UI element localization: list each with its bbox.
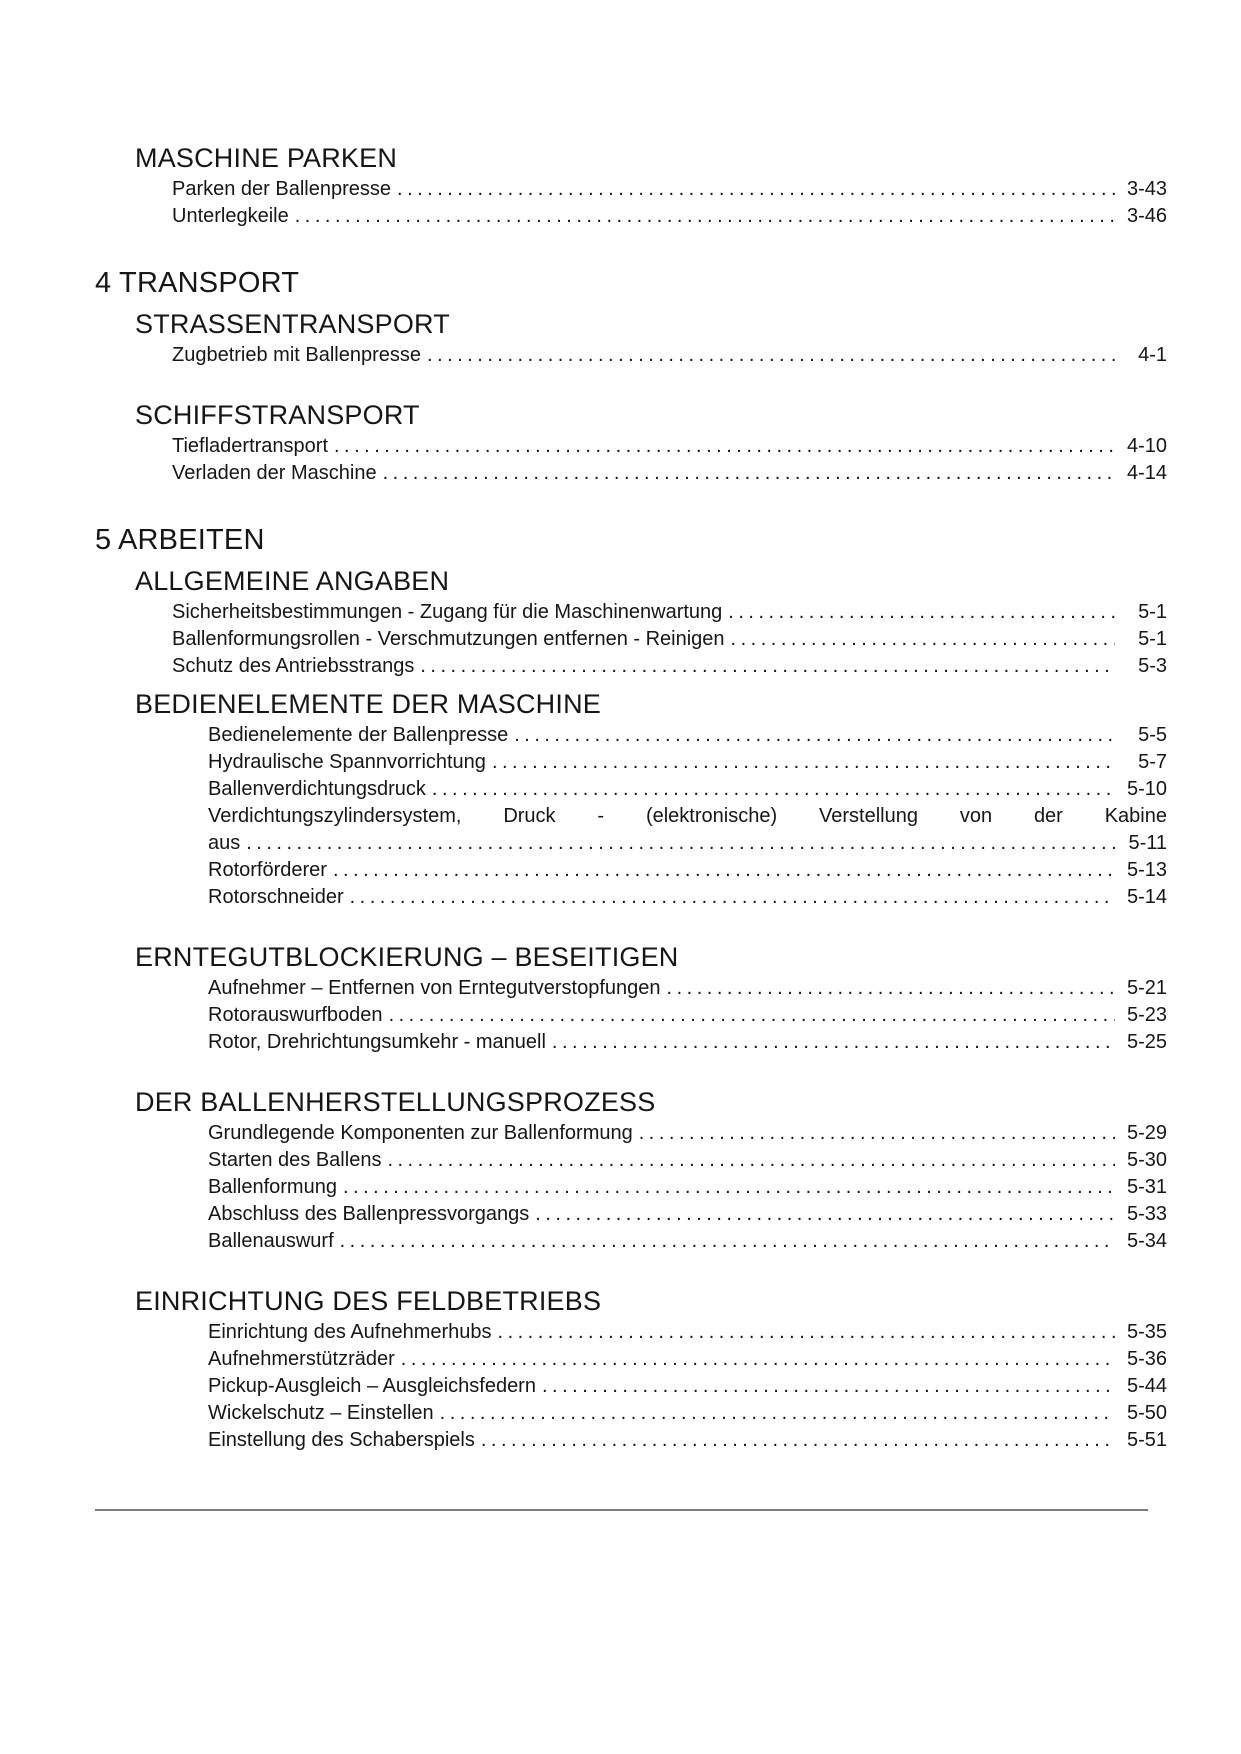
dot-leader	[343, 1174, 1115, 1201]
page-number: 5-25	[1126, 1031, 1167, 1053]
page-number: 5-23	[1126, 1004, 1167, 1026]
entry-label: Sicherheitsbestimmungen - Zugang für die Maschinenwartung	[172, 601, 723, 623]
dot-leader	[498, 1319, 1115, 1346]
entry-label: Rotorförderer	[208, 859, 327, 881]
section-heading: EINRICHTUNG DES FELDBETRIEBS	[135, 1286, 602, 1316]
page-number: 5-5	[1138, 724, 1167, 746]
entry-label: Ballenformungsrollen - Verschmutzungen entfernen - Reinigen	[172, 628, 725, 650]
toc-entry-wrapped-line: Verdichtungszylindersystem, Druck - (elektronische) Verstellung von der Kabine	[208, 805, 1167, 827]
toc-entry	[208, 830, 1167, 857]
entry-list	[172, 599, 1167, 680]
dot-leader	[295, 203, 1115, 230]
entry-label: Aufnehmer – Entfernen von Erntegutverstopfungen	[208, 977, 661, 999]
entry-label: Pickup-Ausgleich – Ausgleichsfedern	[208, 1375, 536, 1397]
toc-section	[0, 142, 1241, 230]
page-number: 5-1	[1138, 601, 1167, 623]
dot-leader	[350, 884, 1115, 911]
dot-leader	[420, 653, 1115, 680]
dot-leader	[514, 722, 1115, 749]
page-number: 5-29	[1126, 1122, 1167, 1144]
dot-leader	[432, 776, 1115, 803]
toc-entry	[208, 1201, 1167, 1228]
dot-leader	[667, 975, 1115, 1002]
page-number: 5-11	[1128, 832, 1167, 854]
page-number: 5-35	[1126, 1321, 1167, 1343]
dot-leader	[639, 1120, 1115, 1147]
page-number: 5-1	[1138, 628, 1167, 650]
dot-leader	[383, 460, 1115, 487]
entry-label: Ballenauswurf	[208, 1230, 334, 1252]
toc-section	[0, 308, 1241, 369]
toc-entry	[208, 1147, 1167, 1174]
entry-label: Tiefladertransport	[172, 435, 328, 457]
chapter-heading: 5 ARBEITEN	[95, 524, 265, 556]
toc-entry	[208, 1319, 1167, 1346]
dot-leader	[492, 749, 1115, 776]
toc-entry	[208, 975, 1167, 1002]
dot-leader	[427, 342, 1115, 369]
dot-leader	[334, 433, 1115, 460]
dot-leader	[340, 1228, 1115, 1255]
toc-entry	[208, 776, 1167, 803]
dot-leader	[246, 830, 1115, 857]
entry-list	[208, 1319, 1167, 1454]
section-heading: ERNTEGUTBLOCKIERUNG – BESEITIGEN	[135, 942, 679, 972]
toc-entry	[172, 176, 1167, 203]
toc-entry	[172, 342, 1167, 369]
entry-label: Hydraulische Spannvorrichtung	[208, 751, 486, 773]
entry-label: Ballenformung	[208, 1176, 337, 1198]
page-number: 4-14	[1126, 462, 1167, 484]
toc-entry	[208, 1346, 1167, 1373]
page-number: 3-46	[1126, 205, 1167, 227]
dot-leader	[387, 1147, 1115, 1174]
entry-label: Bedienelemente der Ballenpresse	[208, 724, 509, 746]
entry-list	[208, 722, 1167, 911]
toc-entry	[172, 203, 1167, 230]
page-number: 5-34	[1126, 1230, 1167, 1252]
entry-label: Verladen der Maschine	[172, 462, 377, 484]
page-number: 3-43	[1126, 178, 1167, 200]
entry-list	[172, 342, 1167, 369]
toc-section	[0, 1086, 1241, 1255]
dot-leader	[535, 1201, 1115, 1228]
toc-entry	[208, 857, 1167, 884]
table-of-contents	[0, 142, 1241, 1454]
toc-entry	[172, 460, 1167, 487]
toc-entry	[172, 433, 1167, 460]
entry-label: aus	[208, 832, 241, 854]
entry-label: Rotor, Drehrichtungsumkehr - manuell	[208, 1031, 546, 1053]
toc-entry	[208, 1120, 1167, 1147]
toc-entry	[208, 1002, 1167, 1029]
toc-entry	[208, 1373, 1167, 1400]
section-heading: MASCHINE PARKEN	[135, 143, 398, 173]
page-number: 4-10	[1126, 435, 1167, 457]
entry-list	[208, 1120, 1167, 1255]
entry-label: Schutz des Antriebsstrangs	[172, 655, 415, 677]
page-number: 5-10	[1126, 778, 1167, 800]
toc-entry	[208, 1174, 1167, 1201]
dot-leader	[481, 1427, 1115, 1454]
toc-entry	[208, 1427, 1167, 1454]
page-number: 5-36	[1126, 1348, 1167, 1370]
toc-entry	[172, 599, 1167, 626]
toc-entry	[208, 749, 1167, 776]
entry-label: Zugbetrieb mit Ballenpresse	[172, 344, 422, 366]
dot-leader	[731, 626, 1115, 653]
toc-entry	[172, 626, 1167, 653]
entry-list	[172, 176, 1167, 230]
toc-entry	[208, 1400, 1167, 1427]
entry-label: Rotorschneider	[208, 886, 344, 908]
entry-label: Parken der Ballenpresse	[172, 178, 392, 200]
entry-label: Unterlegkeile	[172, 205, 289, 227]
section-heading: STRASSENTRANSPORT	[135, 309, 450, 339]
page-number: 5-30	[1126, 1149, 1167, 1171]
dot-leader	[389, 1002, 1115, 1029]
section-heading: ALLGEMEINE ANGABEN	[135, 566, 450, 596]
page-number: 5-31	[1126, 1176, 1167, 1198]
entry-label: Wickelschutz – Einstellen	[208, 1402, 434, 1424]
toc-section	[0, 399, 1241, 487]
chapter-heading: 4 TRANSPORT	[95, 267, 300, 299]
toc-entry	[208, 1228, 1167, 1255]
toc-section	[0, 565, 1241, 680]
section-heading: BEDIENELEMENTE DER MASCHINE	[135, 689, 601, 719]
entry-label: Ballenverdichtungsdruck	[208, 778, 426, 800]
entry-list	[172, 433, 1167, 487]
dot-leader	[333, 857, 1115, 884]
page-number: 5-33	[1126, 1203, 1167, 1225]
toc-section	[0, 1285, 1241, 1454]
page-number: 5-21	[1126, 977, 1167, 999]
page-number: 5-51	[1126, 1429, 1167, 1451]
toc-section	[0, 941, 1241, 1056]
dot-leader	[552, 1029, 1115, 1056]
section-heading: SCHIFFSTRANSPORT	[135, 400, 420, 430]
entry-label: Starten des Ballens	[208, 1149, 382, 1171]
page-number: 5-44	[1126, 1375, 1167, 1397]
entry-label: Aufnehmerstützräder	[208, 1348, 395, 1370]
dot-leader	[728, 599, 1115, 626]
dot-leader	[542, 1373, 1115, 1400]
page-number: 5-14	[1126, 886, 1167, 908]
toc-section	[0, 688, 1241, 911]
page-number: 5-3	[1138, 655, 1167, 677]
entry-label: Abschluss des Ballenpressvorgangs	[208, 1203, 530, 1225]
toc-entry	[208, 884, 1167, 911]
section-heading: DER BALLENHERSTELLUNGSPROZESS	[135, 1087, 656, 1117]
toc-entry	[208, 722, 1167, 749]
footer-rule	[95, 1509, 1148, 1511]
dot-leader	[440, 1400, 1115, 1427]
dot-leader	[401, 1346, 1115, 1373]
toc-entry	[172, 653, 1167, 680]
entry-label: Grundlegende Komponenten zur Ballenformung	[208, 1122, 633, 1144]
page-number: 5-50	[1126, 1402, 1167, 1424]
entry-label: Einstellung des Schaberspiels	[208, 1429, 475, 1451]
toc-entry	[208, 1029, 1167, 1056]
entry-label: Rotorauswurfboden	[208, 1004, 383, 1026]
page-number: 4-1	[1138, 344, 1167, 366]
entry-label: Einrichtung des Aufnehmerhubs	[208, 1321, 492, 1343]
dot-leader	[397, 176, 1115, 203]
page-number: 5-7	[1138, 751, 1167, 773]
page-number: 5-13	[1126, 859, 1167, 881]
entry-list	[208, 975, 1167, 1056]
